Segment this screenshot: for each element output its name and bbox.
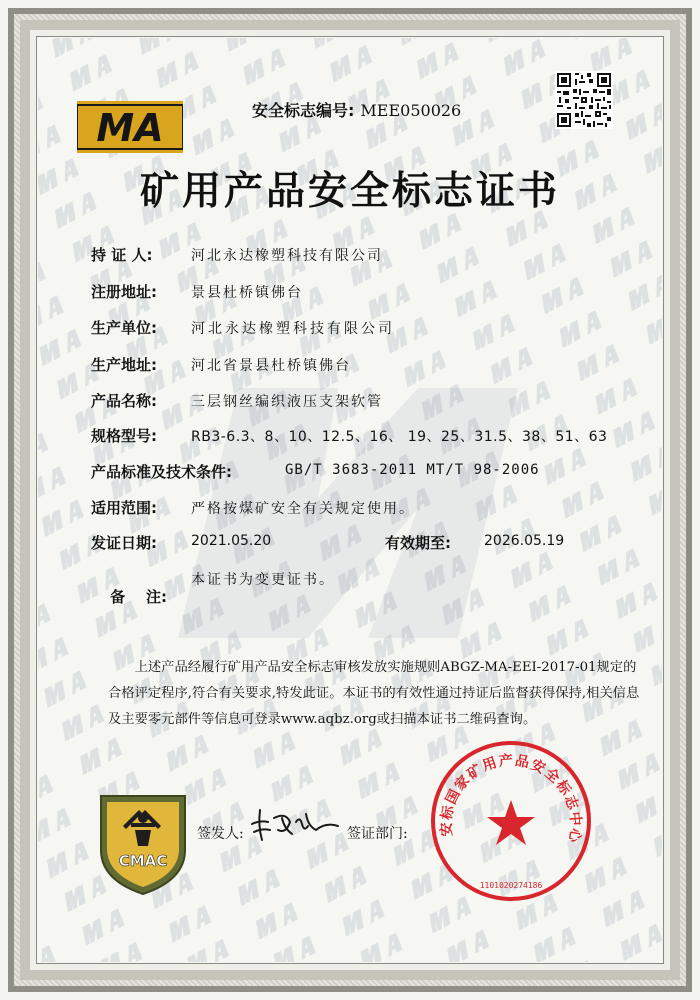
prod-address-value: 河北省景县杜桥镇佛台 xyxy=(191,358,351,374)
holder-label: 持 证 人: xyxy=(91,246,153,264)
safety-number xyxy=(252,98,461,121)
reg-address-value: 景县杜桥镇佛台 xyxy=(191,285,303,301)
reg-address-label: 注册地址: xyxy=(91,283,157,301)
certification-statement: 上述产品经履行矿用产品安全标志审核发放实施规则ABGZ-MA-EEI-2017-01规定的合格评定程序,符合有关要求,特发此证。本证书的有效性通过持证后监督获得保持,相关信息及主要零元部件等信息可登录www.aqbz.org或扫描本证书二维码查询。 xyxy=(108,660,640,727)
remarks-value: 本证书为变更证书。 xyxy=(191,572,335,588)
cmac-text: CMAC xyxy=(118,852,168,870)
reg-address-row xyxy=(91,281,303,302)
valid-until-label: 有效期至: xyxy=(385,534,451,552)
spec-label: 规格型号: xyxy=(91,427,157,445)
seal-text: 安标国家矿用产品安全标志中心 xyxy=(438,752,584,845)
spec-row xyxy=(91,425,608,446)
holder-value: 河北永达橡塑科技有限公司 xyxy=(191,248,383,264)
cmac-emblem-icon xyxy=(93,788,193,898)
standard-label: 产品标准及技术条件: xyxy=(91,463,232,481)
product-name-row xyxy=(91,390,383,411)
seal-number: 1101020274186 xyxy=(479,881,543,890)
official-seal-icon xyxy=(428,738,594,904)
safety-number-label: 安全标志编号: xyxy=(252,101,355,120)
valid-until-value: 2026.05.19 xyxy=(484,533,565,549)
product-name-value: 三层钢丝编织液压支架软管 xyxy=(191,394,383,410)
producer-label: 生产单位: xyxy=(91,319,157,337)
standard-row xyxy=(91,461,540,482)
holder-row xyxy=(91,244,383,265)
standard-value: GB/T 3683-2011 MT/T 98-2006 xyxy=(285,462,540,478)
issue-date-label: 发证日期: xyxy=(91,534,157,552)
safety-number-value: MEE050026 xyxy=(360,101,462,120)
qr-code-icon xyxy=(555,71,613,129)
ma-logo xyxy=(77,101,183,153)
scope-label: 适用范围: xyxy=(91,499,157,517)
signer-label: 签发人: xyxy=(197,826,244,842)
certificate-title: 矿用产品安全标志证书 xyxy=(139,168,560,214)
producer-row xyxy=(91,317,395,338)
issue-date-value: 2021.05.20 xyxy=(191,533,272,549)
remarks-label: 备 注: xyxy=(110,588,167,606)
issuing-department-label: 签证部门: xyxy=(347,826,408,842)
product-name-label: 产品名称: xyxy=(91,392,157,410)
producer-value: 河北永达橡塑科技有限公司 xyxy=(191,321,395,337)
scope-value: 严格按煤矿安全有关规定使用。 xyxy=(191,501,415,517)
prod-address-row xyxy=(91,354,351,375)
ma-logo-text: MA xyxy=(96,106,164,150)
remarks-row xyxy=(91,568,335,643)
prod-address-label: 生产地址: xyxy=(91,356,157,374)
scope-row xyxy=(91,497,415,518)
signature-icon xyxy=(246,800,346,848)
spec-value: RB3-6.3、8、10、12.5、16、 19、25、31.5、38、51、63 xyxy=(191,429,608,445)
issue-date-row xyxy=(91,532,272,553)
